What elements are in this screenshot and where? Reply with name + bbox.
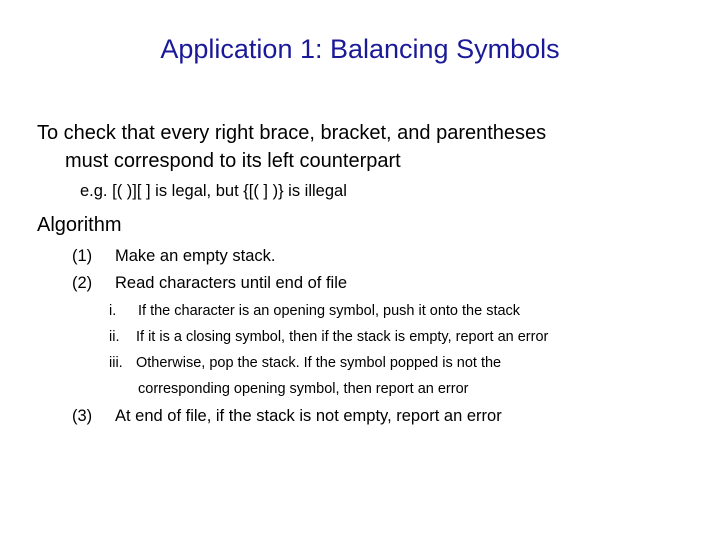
example-text: e.g. [( )][ ] is legal, but {[( ] )} is illegal: [80, 182, 347, 200]
step-number: (3): [72, 407, 93, 425]
algorithm-heading: Algorithm: [37, 214, 122, 236]
substep-iii-continuation: corresponding opening symbol, then report an error: [138, 381, 469, 397]
step-text: Make an empty stack.: [115, 247, 276, 265]
substep-text: If the character is an opening symbol, push it onto the stack: [138, 303, 521, 319]
slide-title: Application 1: Balancing Symbols: [160, 34, 560, 64]
substep-iii: [109, 355, 501, 371]
substep-text: Otherwise, pop the stack. If the symbol popped is not the: [136, 355, 502, 371]
intro-line-2: must correspond to its left counterpart: [65, 150, 401, 172]
substep-ii: [109, 329, 548, 345]
substep-number: i.: [109, 303, 117, 319]
step-number: (1): [72, 247, 93, 265]
substep-number: ii.: [109, 329, 120, 345]
step-number: (2): [72, 274, 93, 292]
step-3: [72, 407, 502, 426]
step-2: [72, 274, 347, 293]
step-text: Read characters until end of file: [115, 274, 348, 292]
intro-line-1: To check that every right brace, bracket, and parentheses: [37, 122, 547, 144]
substep-text: If it is a closing symbol, then if the stack is empty, report an error: [136, 329, 549, 345]
substep-number: iii.: [109, 355, 123, 371]
step-1: [72, 247, 275, 266]
substep-i: [109, 303, 520, 319]
step-text: At end of file, if the stack is not empty, report an error: [115, 407, 502, 425]
